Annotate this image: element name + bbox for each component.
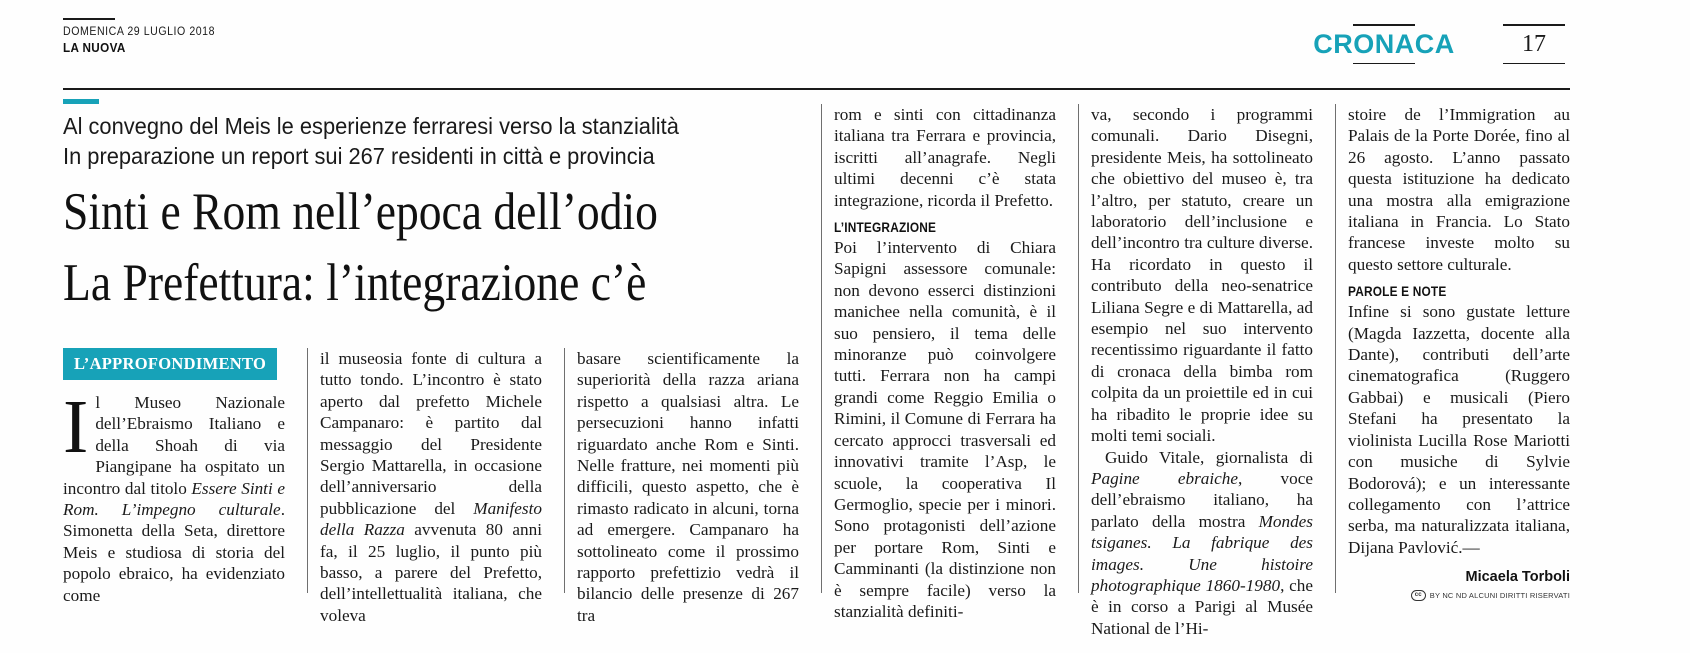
masthead-paper-name: LA NUOVA: [63, 40, 126, 55]
column-5: [1091, 0, 1313, 653]
column-4-paragraph-2: Poi l’intervento di Chiara Sapigni assessore comunale: non devono esserci distinzioni manichee nella comunità, è il suo pensiero, il tema delle minoranze può coinvolgere tutti. Ferrara non ha campi grandi come Reggio Emilia o Rimini, il Comune di Ferrara ha cercato approcci trasversali ed innovativi tramite l’Asp, le scuole, la cooperativa Il Germoglio, specie per i minori. Sono protagonisti dell’azione per portare Rom, Sinti e Camminanti (la distinzione non è sempre facile) verso la stanzialità definiti-: [834, 238, 1056, 621]
subhead-parole-e-note: PAROLE E NOTE: [1348, 284, 1447, 300]
column-6-paragraph-2: Infine si sono gustate letture (Magda Iazzetta, docente alla Dante), contributi dell’arte cinematografica (Ruggero Gabbai) e musicali (Piero Stefani ha presentato la violinista Lucilla Rose Mariotti con musiche di Sylvie Bodorová); e un interessante collegamento con l’attrice serba, ma naturalizzata italiana, Dijana Pavlović.—: [1348, 302, 1570, 557]
creative-commons-icon: cc: [1411, 590, 1426, 601]
column-rule-4: [1078, 104, 1079, 593]
kicker-line-1: Al convegno del Meis le esperienze ferraresi verso la stanzialità: [63, 113, 679, 139]
license-text: BY NC ND ALCUNI DIRITTI RISERVATI: [1429, 591, 1570, 601]
column-rule-3: [821, 104, 822, 593]
column-4: [834, 0, 1056, 653]
kicker-line-2: In preparazione un report sui 267 residenti in città e provincia: [63, 143, 655, 169]
column-rule-1: [307, 348, 308, 593]
headline-line-1: Sinti e Rom nell’epoca dell’odio: [63, 183, 658, 241]
column-3-paragraph-1: basare scientificamente la superiorità della razza ariana rispetto a qualsiasi altra. Le persecuzioni hanno infatti riguardato anche Rom e Sinti. Nelle fratture, nei momenti più difficili, questo aspetto, che è rimasto radicato in alcuni, torna ad emergere. Campanaro ha sottolineato come il prossimo rapporto prefettizio vedrà il bilancio delle presenze di 267 tra: [577, 349, 799, 625]
column-4-paragraph-1: rom e sinti con cittadinanza italiana tra Ferrara e provincia, iscritti all’anagrafe. Negli ultimi decenni c’è stata integrazione, ricorda il Prefetto.: [834, 105, 1056, 210]
column-6-paragraph-1: stoire de l’Immigration au Palais de la Porte Dorée, fino al 26 agosto. L’anno passato questa istituzione ha dedicato una mostra alla emigrazione italiana in Francia. Lo Stato francese investe molto su questo settore culturale.: [1348, 105, 1570, 274]
column-5-paragraph-2: Guido Vitale, giornalista di Pagine ebraiche, voce dell’ebraismo italiano, ha parlato della mostra Mondes tsiganes. La fabrique des images. Une histoire photographique 1860-1980, che è in corso a Parigi al Musée National de l’Hi-: [1091, 447, 1313, 638]
column-rule-5: [1335, 104, 1336, 593]
masthead-date: DOMENICA 29 LUGLIO 2018: [63, 26, 216, 38]
article-columns: [63, 0, 1570, 653]
column-6: [1348, 0, 1570, 653]
byline: Micaela Torboli: [1465, 569, 1570, 586]
column-rule-2: [564, 348, 565, 593]
column-2-paragraph-1: il museosia fonte di cultura a tutto tondo. L’incontro è stato aperto dal prefetto Michele Campanaro: è partito dal messaggio del Presidente Sergio Mattarella, in occasione dell’anniversario della pubblicazione del Manifesto della Razza avvenuta 80 anni fa, il 25 luglio, il punto più basso, a parere del Prefetto, dell’intellettualità italiana, che voleva: [320, 349, 542, 625]
column-2: [320, 0, 542, 653]
license-line: [1348, 590, 1570, 601]
headline-line-2: La Prefettura: l’integrazione c’è: [63, 254, 647, 312]
column-1: [63, 0, 285, 653]
column-5-paragraph-1: va, secondo i programmi comunali. Dario Disegni, presidente Meis, ha sottolineato che obiettivo del museo è, tra l’altro, per statuto, creare un laboratorio dell’inclusione e dell’incontro tra culture diverse. Ha ricordato in questo il contributo della neo-senatrice Liliana Segre e di Mattarella, ad esempio nel suo intervento recentissimo riguardante il fatto di cronaca della bimba rom colpita da un proiettile ed in cui ha ribadito le proprie idee su molti temi sociali.: [1091, 105, 1313, 446]
section-name: CRONACA: [1313, 28, 1455, 59]
approfondimento-badge: L’APPROFONDIMENTO: [63, 348, 277, 380]
column-3: [577, 0, 799, 653]
column-1-paragraph-1: Il Museo Nazionale dell’Ebraismo Italiano e della Shoah di via Piangipane ha ospitato un incontro dal titolo Essere Sinti e Rom. L’impegno culturale. Simonetta della Seta, direttore Meis e studiosa di storia del popolo ebraico, ha evidenziato come: [63, 385, 285, 605]
page-number: 17: [1522, 30, 1546, 57]
subhead-integrazione: L’INTEGRAZIONE: [834, 220, 937, 236]
